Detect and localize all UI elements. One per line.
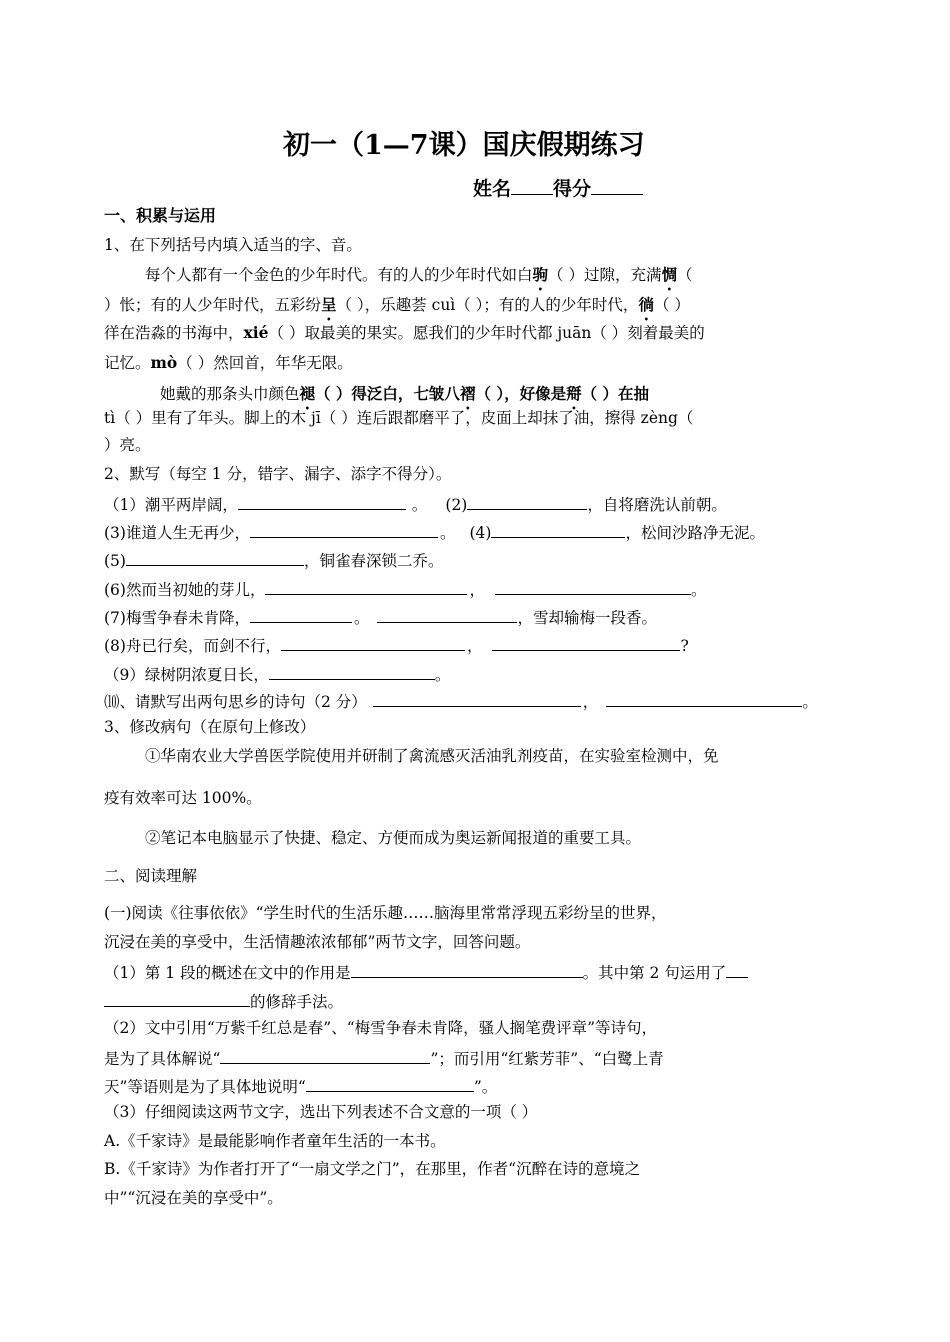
answer-blank[interactable]: [306, 1077, 474, 1092]
q1-line: [104, 411, 693, 427]
text: (5): [104, 552, 126, 570]
text: 天”等语则是为了具体地说明“: [104, 1078, 306, 1096]
sick-sentence-1-cont: 疫有效率可达 100%。: [104, 789, 262, 807]
text: （ ）里有了年头。脚上的木 jī（ ）连后跟都磨平了，皮面上却抹了油，擦得 zèng（: [115, 409, 694, 427]
dictation-item: [104, 608, 657, 627]
text: （: [676, 266, 693, 284]
pinyin: mò: [150, 353, 178, 372]
text: 。其中第 2 句运用了: [582, 964, 727, 982]
dictation-item: [104, 495, 727, 514]
text: 。: [434, 666, 451, 684]
answer-blank[interactable]: [265, 580, 467, 595]
q1-line: ）亮。: [104, 436, 151, 454]
answer-blank[interactable]: [606, 692, 802, 707]
answer-blank[interactable]: [238, 495, 406, 510]
dictation-item: [104, 665, 450, 684]
sick-sentence-1: ①华南农业大学兽医学院使用并研制了禽流感灭活油乳剂疫苗，在实验室检测中，免: [145, 747, 719, 765]
reading-q2: （2）文中引用“万紫千红总是春”、“梅雪争春未肯降，骚人搁笔费评章”等诗句，: [104, 1019, 658, 1037]
text: ，松间沙路净无泥。: [625, 524, 765, 542]
text: 。: [690, 581, 707, 599]
text: ，: [466, 637, 483, 655]
text: (2): [445, 496, 468, 514]
text: (6)然而当初她的芽儿，: [104, 581, 266, 599]
reading-q1-cont: [104, 992, 343, 1011]
dictation-item: [104, 692, 818, 711]
text: （1）第 1 段的概述在文中的作用是: [104, 964, 351, 982]
option-b: B.《千家诗》为作者打开了“一扇文学之门”，在那里，作者“沉醉在诗的意境之: [104, 1160, 641, 1178]
text: （ ），乐趣荟 cuì（ ）；有的人的少年时代，: [336, 296, 639, 314]
answer-blank[interactable]: [373, 692, 581, 707]
text: ，: [469, 581, 485, 599]
option-a: A.《千家诗》是最能影响作者童年生活的一本书。: [104, 1132, 446, 1150]
answer-blank[interactable]: [377, 608, 517, 623]
text: (4): [469, 524, 492, 542]
text: （9）绿树阴浓夏日长，: [104, 666, 269, 684]
text: （ ）然回首，年华无限。: [177, 354, 353, 372]
answer-blank[interactable]: [104, 992, 250, 1007]
answer-blank[interactable]: [126, 551, 304, 566]
text: （ ），好像是: [475, 384, 567, 403]
text: （ ）在抽: [581, 384, 650, 403]
text: （ ）得泛白，七皱八: [315, 384, 460, 403]
text: （ ）: [653, 296, 690, 314]
text: ⑽、请默写出两句思乡的诗句（2 分）: [104, 693, 367, 711]
text: 的修辞手法。: [250, 993, 344, 1011]
text: 。: [411, 496, 428, 514]
dictation-item: [104, 523, 765, 542]
dictation-item: [104, 551, 443, 570]
text: 。: [439, 524, 456, 542]
dotted-char: 呈: [321, 295, 337, 314]
answer-blank[interactable]: [269, 665, 435, 680]
reading-intro: (一)阅读《往事依依》“学生时代的生活乐趣……脑海里常常浮现五彩纷呈的世界，: [104, 904, 667, 922]
text: （1）潮平两岸阔，: [104, 496, 238, 514]
text: ”。: [473, 1078, 498, 1096]
text: 每个人都有一个金色的少年时代。有的人的少年时代如白: [145, 266, 533, 284]
text: 是为了具体解说“: [104, 1050, 221, 1068]
answer-blank[interactable]: [467, 495, 587, 510]
answer-blank[interactable]: [250, 523, 438, 538]
q1-line: [104, 355, 353, 372]
answer-blank[interactable]: [495, 580, 691, 595]
reading-q3: （3）仔细阅读这两节文字，选出下列表述不合文意的一项（ ）: [104, 1103, 538, 1121]
answer-blank[interactable]: [726, 963, 748, 978]
q2-prompt: 2、默写（每空 1 分，错字、漏字、添字不得分）。: [104, 465, 452, 483]
answer-blank[interactable]: [281, 636, 465, 651]
text: （ ）过隙，充满: [548, 266, 662, 284]
text: (7)梅雪争春未肯降，: [104, 609, 250, 627]
option-b-cont: 中”“沉浸在美的享受中”。: [104, 1189, 283, 1207]
answer-blank[interactable]: [250, 608, 352, 623]
sick-sentence-2: ②笔记本电脑显示了快捷、稳定、方便而成为奥运新闻报道的重要工具。: [145, 829, 642, 847]
text: ，雪却输梅一段香。: [517, 609, 657, 627]
text: 。: [802, 693, 818, 711]
text: 她戴的那条头巾颜色: [160, 385, 300, 403]
dictation-item: [104, 636, 689, 655]
text: ，铜雀春深锁二乔。: [303, 552, 444, 570]
reading-intro-cont: 沉浸在美的享受中，生活情趣浓浓郁郁”两节文字，回答问题。: [104, 933, 531, 951]
text: ）怅；有的人少年时代，五彩纷: [104, 296, 322, 314]
answer-blank[interactable]: [351, 963, 583, 978]
text: ”；而引用“红紫芳菲”、“白鹭上青: [430, 1050, 664, 1068]
text: 徉在浩淼的书海中，: [104, 324, 244, 342]
answer-blank[interactable]: [492, 636, 680, 651]
name-label: 姓名: [473, 178, 512, 200]
dictation-item: [104, 580, 707, 599]
dotted-char: 褶: [459, 384, 476, 403]
page-title: 初一（1—7课）国庆假期练习: [283, 130, 645, 161]
text: ，: [582, 693, 599, 711]
text: (8)舟已行矣，而剑不行，: [104, 637, 281, 655]
section-heading-2: 二、阅读理解: [104, 867, 198, 885]
q1-line: [104, 295, 690, 324]
reading-q2-cont: [104, 1049, 664, 1068]
score-field[interactable]: [591, 180, 643, 195]
pinyin: tì: [104, 409, 116, 427]
name-field[interactable]: [511, 180, 553, 195]
q1-prompt: 1、在下列括号内填入适当的字、音。: [104, 236, 362, 254]
pinyin: xié: [243, 323, 269, 342]
answer-blank[interactable]: [220, 1049, 430, 1064]
dotted-char: 徜: [638, 295, 654, 314]
q3-prompt: 3、修改病句（在原句上修改）: [104, 718, 316, 736]
name-score-line: [473, 180, 643, 199]
dotted-char: 惆: [661, 265, 677, 284]
q1-line: [145, 265, 693, 294]
text: 。: [353, 609, 370, 627]
section-heading-1: 一、积累与运用: [104, 206, 217, 225]
q1-line: [104, 325, 705, 342]
text: ?: [680, 637, 689, 655]
answer-blank[interactable]: [491, 523, 625, 538]
dotted-char: 褪: [299, 384, 316, 403]
text: (3)谁道人生无再少，: [104, 524, 250, 542]
reading-q1: [104, 963, 748, 982]
text: （ ）取最美的果实。愿我们的少年时代都 juān（ ）刻着最美的: [268, 324, 705, 342]
text: ，自将磨洗认前朝。: [587, 496, 727, 514]
score-label: 得分: [553, 178, 592, 200]
dotted-char: 驹: [532, 265, 549, 284]
reading-q2-cont: [104, 1077, 497, 1096]
text: 记忆。: [104, 354, 151, 372]
dotted-char: 搿: [566, 384, 582, 403]
